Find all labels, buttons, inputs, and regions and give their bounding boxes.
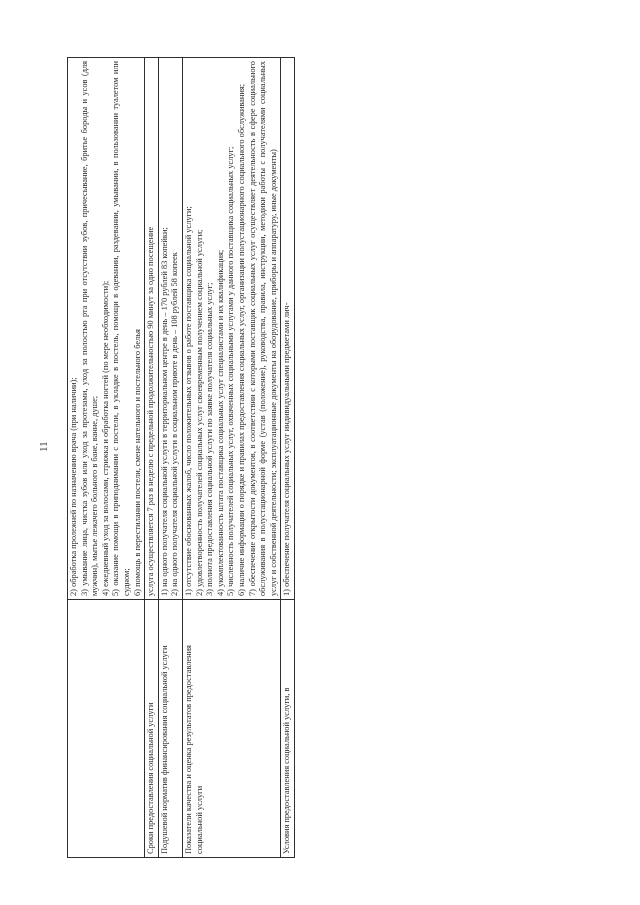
list-item: 2) на одного получателя социальной услуги в социальном приюте в день – 108 рублей 58 копеек [170,252,180,596]
row-content [182,58,280,600]
page-number: 11 [38,441,50,452]
list-item: 3) умывание лица, чистка зубов или уход за протезами, уход за полостью рта при отсутствии зубов, причесывание, бритье бороды и усов (для мужчин), мытье лежачего больного в бане, ванне, душе; [79,61,100,596]
table-row [68,58,145,858]
row-label: Подушевой норматив финансирования социальной услуги [158,600,182,858]
list-item: 7) обеспечение открытости документов, в соответствии с которыми поставщик социальных услуг осуществляет деятельность в сфере социального обслуживания в полустационарной форме (устав (положение), руководства, правила, инструкции, методики работы с получателями социальных услуг и собственной деятельности; эксплуатационные документы на оборудование, приборы и аппаратуру, иные документы) [247,61,278,596]
row-label: Условия предоставления социальной услуги, в [281,600,295,858]
row-label: Сроки предоставления социальной услуги [145,600,159,858]
list-item: 4) укомплектованность штата поставщика социальных услуг специалистами и их квалификация; [215,249,225,596]
table-row [182,58,280,858]
list-item: 6) наличие информации о порядке и правилах предоставления социальных услуг, организации полустационарного социального обслуживания; [236,83,246,596]
list-item: 2) удовлетворенность получателей социальных услуг своевременным получением социальной услуги; [194,229,204,596]
row-label: Показатели качества и оценка результатов предоставления социальной услуги [182,600,280,858]
list-item: 4) ежедневный уход за волосами, стрижка и обработка ногтей (по мере необходимости); [100,280,110,596]
list-item: 2) обработка пролежней по назначению врача (при наличии); [69,377,78,596]
list-item: 1) отсутствие обоснованных жалоб, число положительных отзывов о работе поставщика социальной услуги; [183,206,193,596]
table-row [158,58,182,858]
list-item: 5) численность получателей социальных услуг, охваченных социальными услугами у данного поставщика социальных услуг; [226,146,236,596]
list-item: 1) обеспечение получателя социальных услуг индивидуальными предметами лич- [282,302,292,596]
list-item: 3) полнота предоставления социальной услуги по заявке получателя социальных услуг; [205,282,215,596]
rotated-page-content [67,58,593,858]
row-content [158,58,182,600]
list-item: 1) на одного получателя социальной услуги в территориальном центре в день – 170 рублей 83 копейки; [159,227,169,596]
row-content [68,58,145,600]
list-item: услуга осуществляется 7 раз в неделю с предельной продолжительностью 90 минут за одно посещение [146,226,156,596]
table-row [145,58,159,858]
table-row [281,58,295,858]
row-content [145,58,159,600]
row-content [281,58,295,600]
service-standard-table [67,57,295,858]
list-item: 5) оказание помощи в приподнимании с постели, в укладке в постель, помощи в одевании, раздевании, умывании, в пользовании туалетом или судном; [111,61,131,596]
list-item: 6) помощь в перестилании постели, смене нательного и постельного белья [132,329,142,596]
row-label [68,600,145,858]
